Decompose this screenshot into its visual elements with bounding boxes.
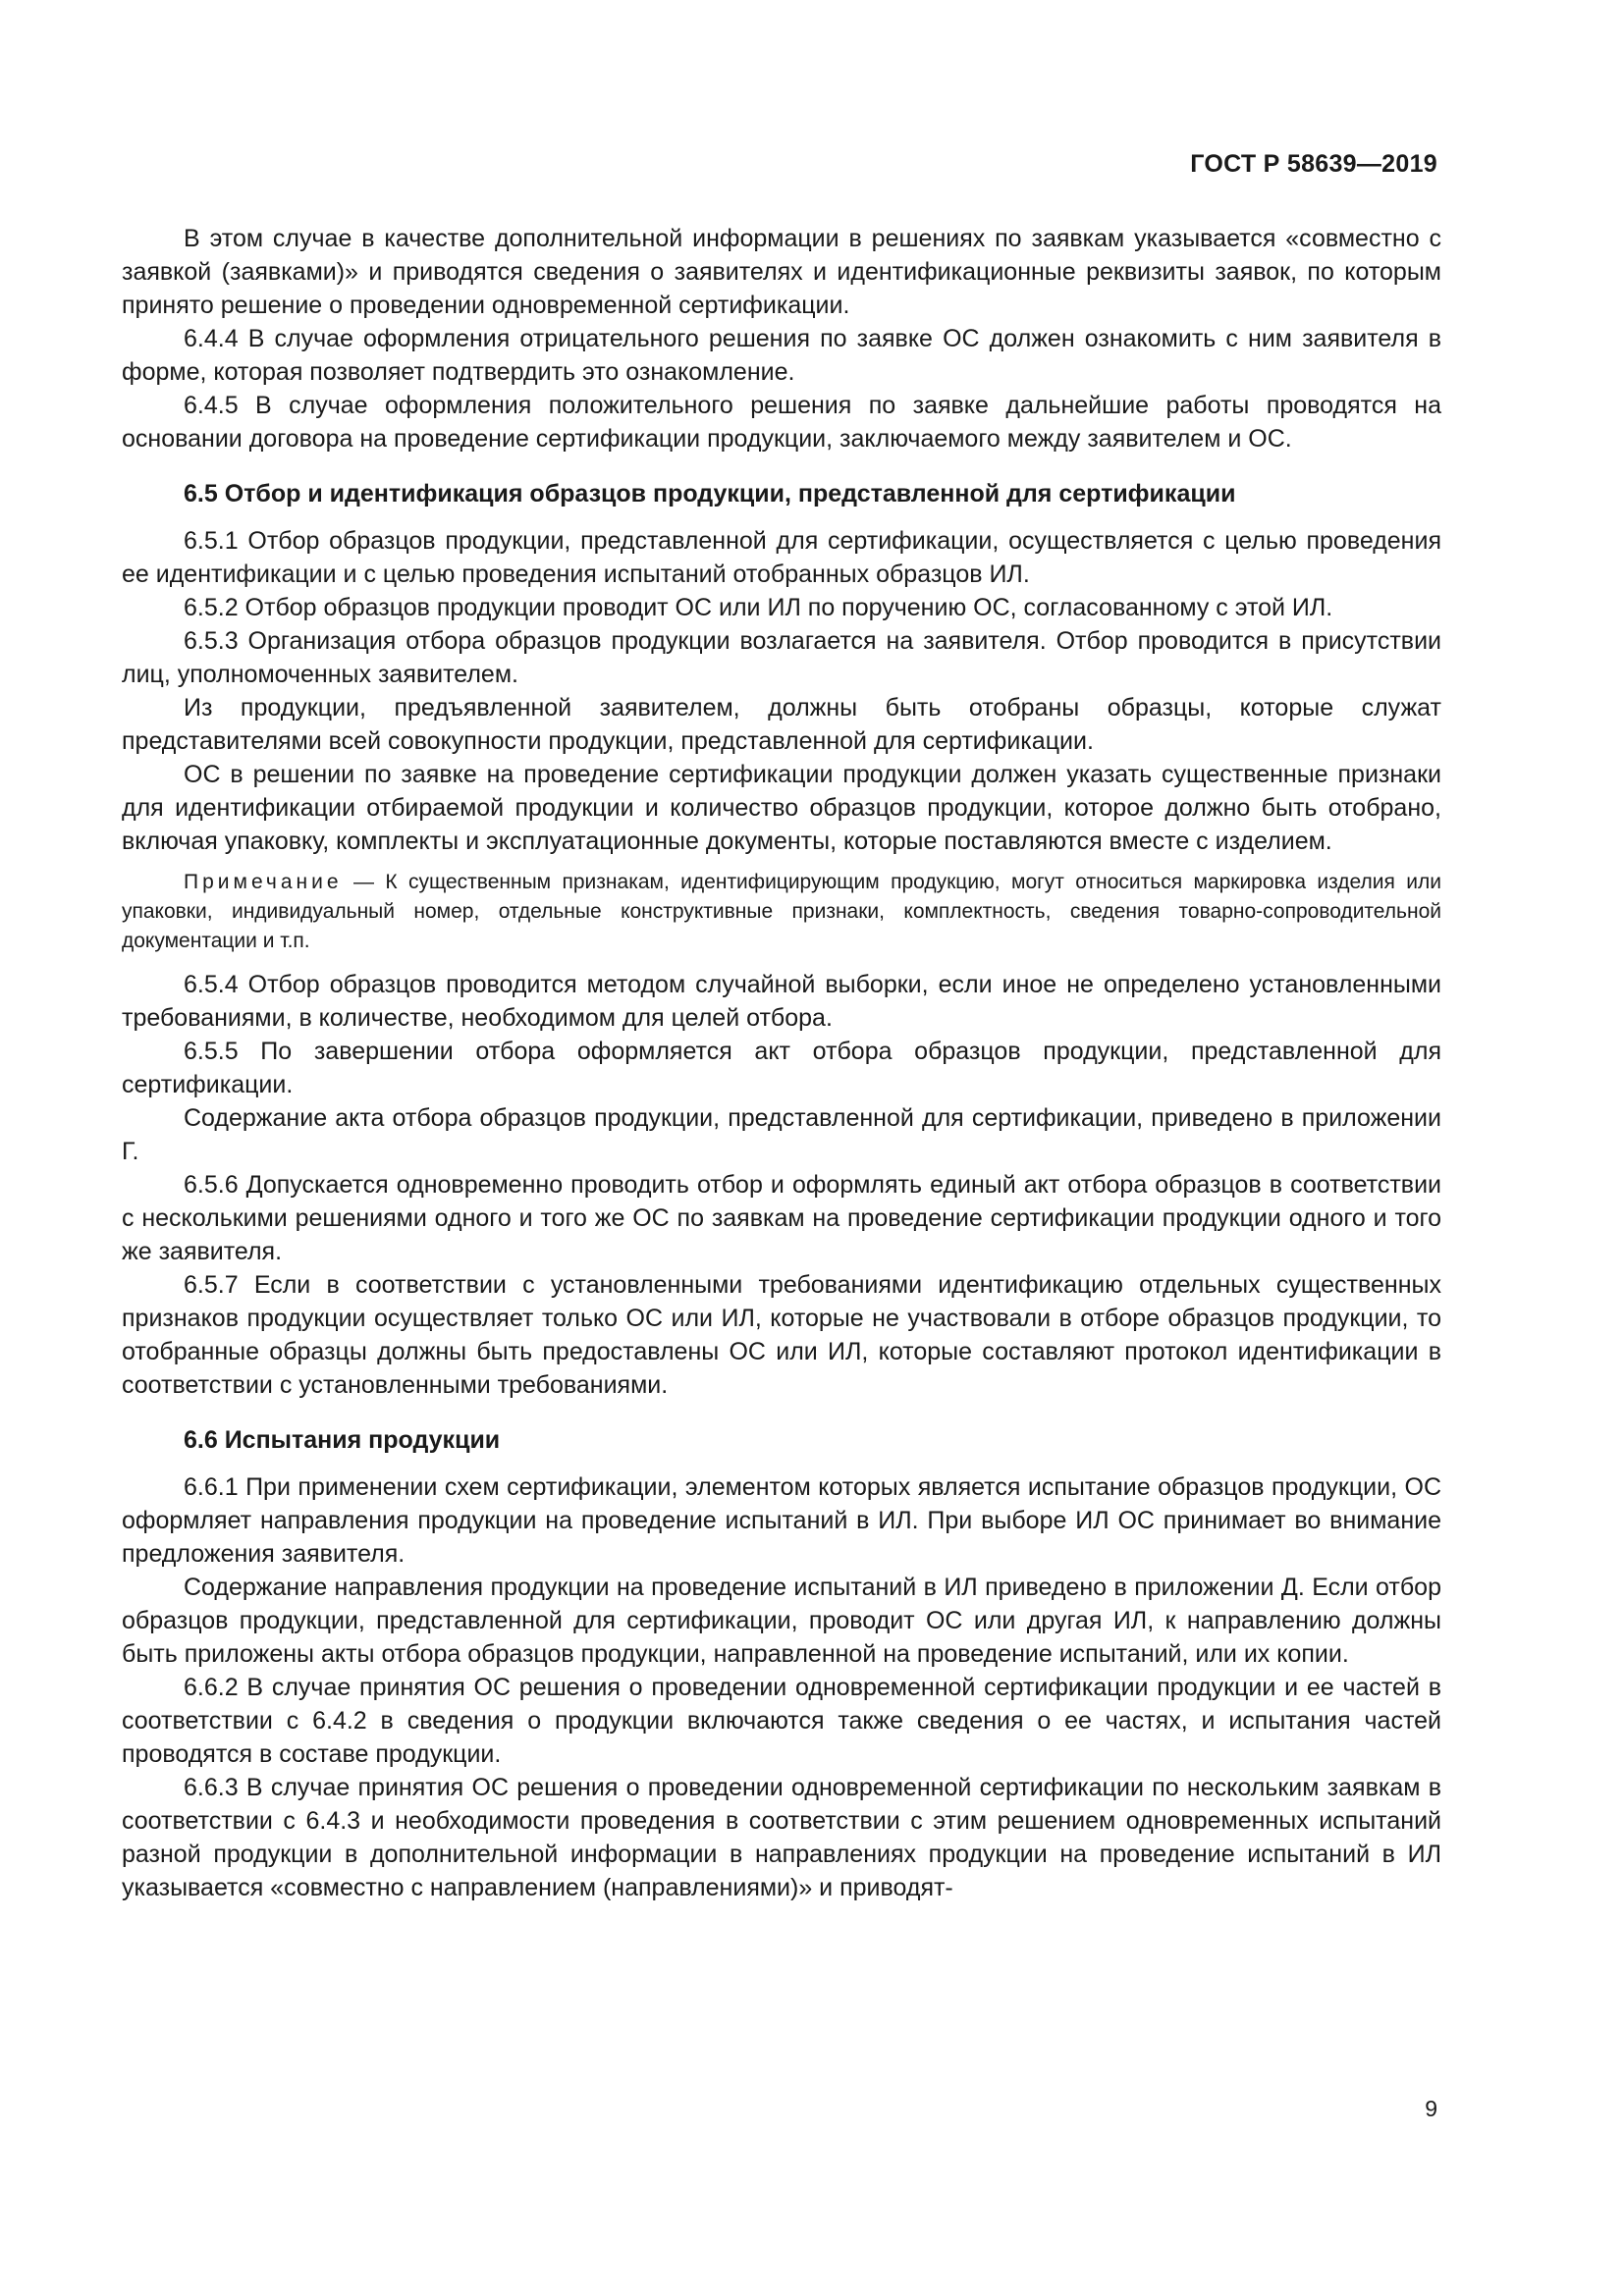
- paragraph-6-6-2: 6.6.2 В случае принятия ОС решения о проведении одновременной сертификации продукции и ее частей в соответствии с 6.4.2 в сведения о продукции включаются также сведения о ее частях, и испытания частей проводятся в составе продукции.: [122, 1674, 1441, 1768]
- document-id-header: ГОСТ Р 58639—2019: [1190, 150, 1437, 178]
- paragraph-6-6-3: 6.6.3 В случае принятия ОС решения о проведении одновременной сертификации по нескольким заявкам в соответствии с 6.4.3 и необходимости проведения в соответствии с этим решением одновременных испытаний разной продукции в дополнительной информации в направлениях продукции на проведение испытаний в ИЛ указывается «совместно с направлением (направлениями)» и приводят-: [122, 1774, 1441, 1901]
- note-label: Примечание: [184, 871, 343, 893]
- paragraph-6-4-4: 6.4.4 В случае оформления отрицательного решения по заявке ОС должен ознакомить с ним заявителя в форме, которая позволяет подтвердить это ознакомление.: [122, 325, 1441, 386]
- paragraph-6-6-1: 6.6.1 При применении схем сертификации, элементом которых является испытание образцов продукции, ОС оформляет направления продукции на проведение испытаний в ИЛ. При выборе ИЛ ОС принимает во внимание предложения заявителя.: [122, 1473, 1441, 1568]
- document-body: [122, 222, 1441, 1904]
- paragraph-6-5-7: 6.5.7 Если в соответствии с установленными требованиями идентификацию отдельных существенных признаков продукции осуществляет только ОС или ИЛ, которые не участвовали в отборе образцов продукции, то отобранные образцы должны быть предоставлены ОС или ИЛ, которые составляют протокол идентификации в соответствии с установленными требованиями.: [122, 1271, 1441, 1399]
- section-heading-6-5: 6.5 Отбор и идентификация образцов продукции, представленной для сертификации: [184, 480, 1236, 507]
- paragraph: Содержание направления продукции на проведение испытаний в ИЛ приведено в приложении Д. Если отбор образцов продукции, представленной для сертификации, проводит ОС или другая ИЛ, к направлению должны быть приложены акты отбора образцов продукции, направленной на проведение испытаний, или их копии.: [122, 1574, 1441, 1668]
- paragraph-6-4-5: 6.4.5 В случае оформления положительного решения по заявке дальнейшие работы проводятся на основании договора на проведение сертификации продукции, заключаемого между заявителем и ОС.: [122, 392, 1441, 453]
- paragraph: Из продукции, предъявленной заявителем, должны быть отобраны образцы, которые служат представителями всей совокупности продукции, представленной для сертификации.: [122, 694, 1441, 755]
- paragraph: Содержание акта отбора образцов продукции, представленной для сертификации, приведено в приложении Г.: [122, 1104, 1441, 1165]
- paragraph: ОС в решении по заявке на проведение сертификации продукции должен указать существенные признаки для идентификации отбираемой продукции и количество образцов продукции, которое должно быть отобрано, включая упаковку, комплекты и эксплуатационные документы, которые поставляются вместе с изделием.: [122, 761, 1441, 855]
- paragraph-6-5-4: 6.5.4 Отбор образцов проводится методом случайной выборки, если иное не определено установленными требованиями, в количестве, необходимом для целей отбора.: [122, 971, 1441, 1032]
- note-text: — К существенным признакам, идентифицирующим продукцию, могут относиться маркировка изделия или упаковки, индивидуальный номер, отдельные конструктивные признаки, комплектность, сведения товарно-сопроводительной документации и т.п.: [122, 871, 1441, 952]
- paragraph-6-5-5: 6.5.5 По завершении отбора оформляется акт отбора образцов продукции, представленной для сертификации.: [122, 1038, 1441, 1098]
- paragraph-6-5-6: 6.5.6 Допускается одновременно проводить отбор и оформлять единый акт отбора образцов в соответствии с несколькими решениями одного и того же ОС по заявкам на проведение сертификации продукции одного и того же заявителя.: [122, 1171, 1441, 1265]
- section-heading-6-6: 6.6 Испытания продукции: [184, 1426, 501, 1454]
- paragraph: В этом случае в качестве дополнительной информации в решениях по заявкам указывается «совместно с заявкой (заявками)» и приводятся сведения о заявителях и идентификационные реквизиты заявок, по которым принято решение о проведении одновременной сертификации.: [122, 225, 1441, 319]
- paragraph-6-5-2: 6.5.2 Отбор образцов продукции проводит ОС или ИЛ по поручению ОС, согласованному с этой ИЛ.: [184, 594, 1333, 621]
- page-number: 9: [1425, 2096, 1437, 2121]
- paragraph-6-5-1: 6.5.1 Отбор образцов продукции, представленной для сертификации, осуществляется с целью проведения ее идентификации и с целью проведения испытаний отобранных образцов ИЛ.: [122, 527, 1441, 588]
- note-block: [122, 868, 1441, 956]
- paragraph-6-5-3: 6.5.3 Организация отбора образцов продукции возлагается на заявителя. Отбор проводится в присутствии лиц, уполномоченных заявителем.: [122, 627, 1441, 688]
